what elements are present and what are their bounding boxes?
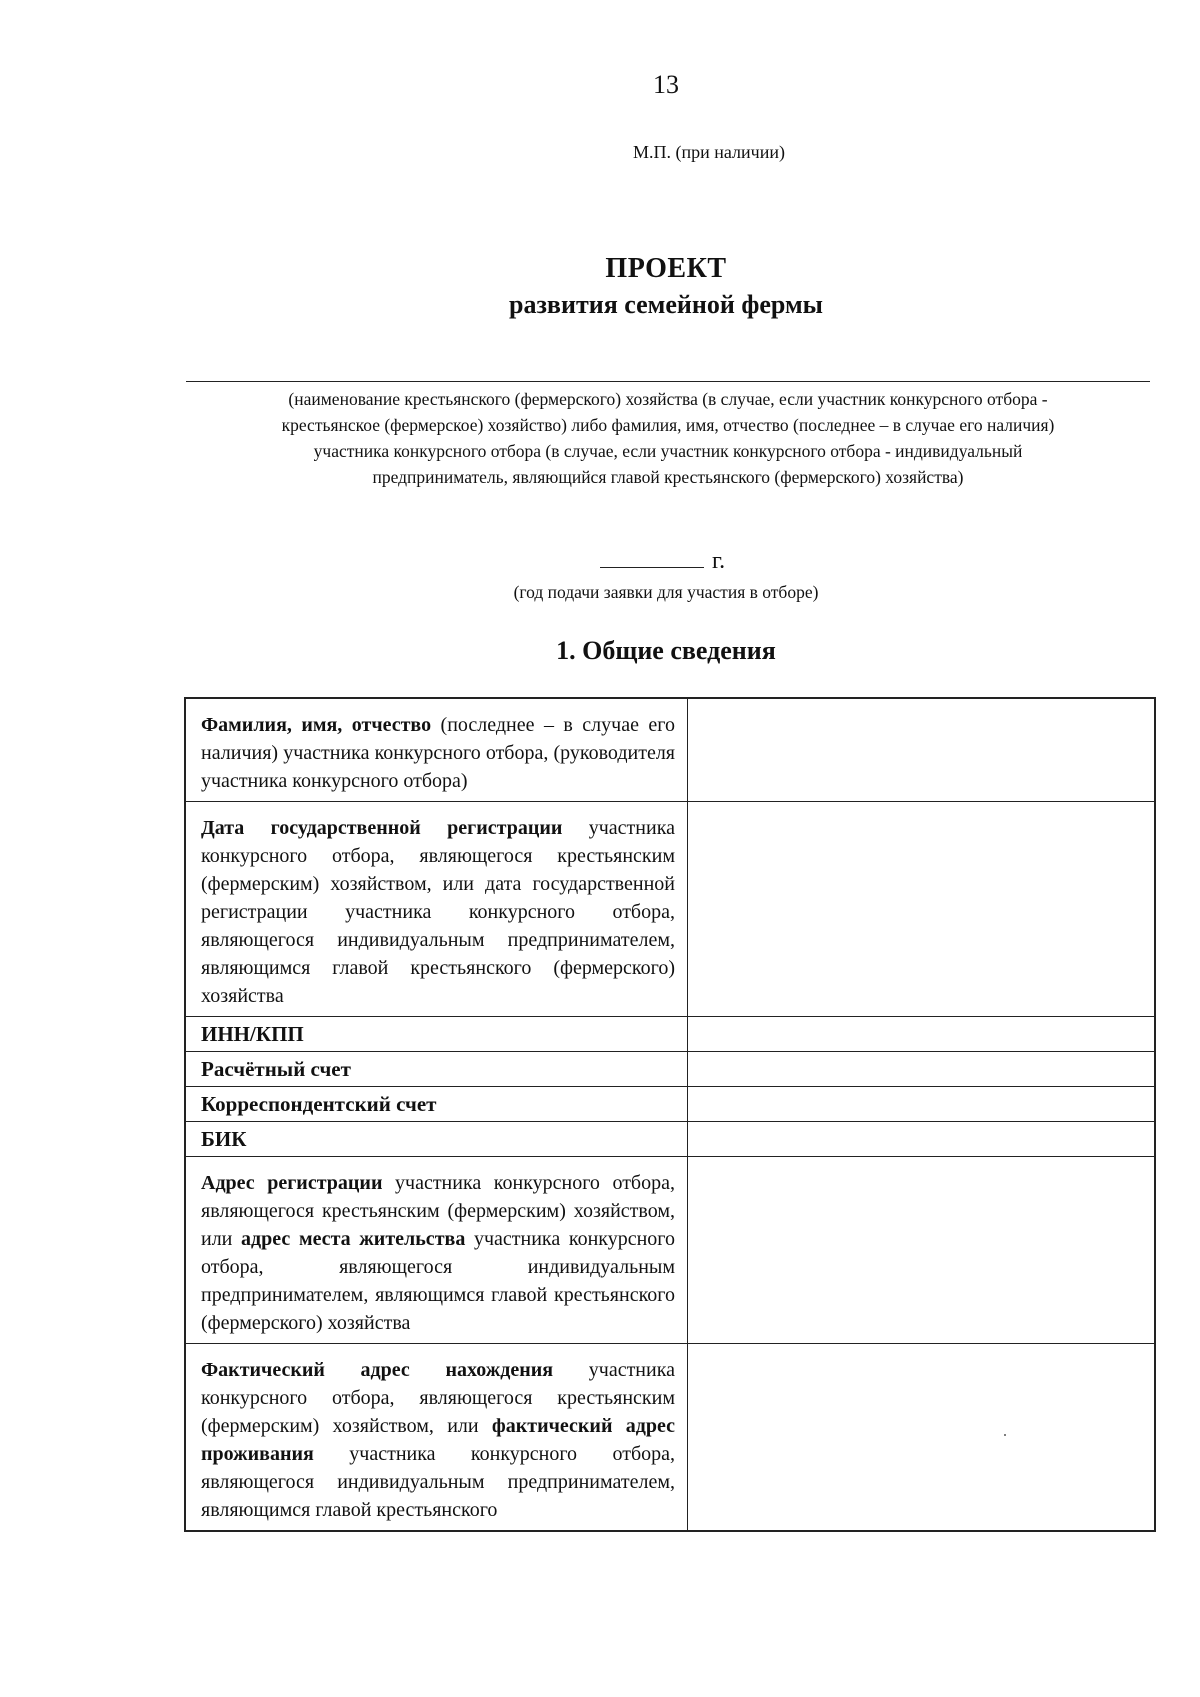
label-text: (последнее – в случае его наличия) участника конкурсного отбора, (руководителя участника конкурсного отбора): [201, 714, 675, 792]
table-row: [186, 699, 1154, 801]
document-title: ПРОЕКТ: [605, 253, 727, 284]
name-caption: [186, 386, 1150, 490]
name-blank-line[interactable]: [186, 381, 1150, 382]
table-row: [186, 1086, 1154, 1121]
table-row: [186, 801, 1154, 1016]
label-text: участника конкурсного отбора, являющегося крестьянским (фермерским) хозяйством, или: [201, 1359, 676, 1437]
general-info-table: [184, 697, 1156, 1532]
value-cell-settlement-account[interactable]: [688, 1052, 1154, 1086]
value-cell-inn-kpp[interactable]: [688, 1017, 1154, 1051]
page-number: 13: [653, 70, 679, 99]
document-subtitle: развития семейной фермы: [509, 290, 823, 319]
row-label-correspondent-account: Корреспондентский счет: [186, 1087, 688, 1121]
row-label-registration-date: [186, 802, 688, 1016]
name-caption-line: предприниматель, являющийся главой крестьянского (фермерского) хозяйства): [372, 467, 964, 487]
label-text: участника конкурсного отбора, являющегося крестьянским (фермерским) хозяйством, или: [201, 1172, 675, 1250]
row-label-actual-address: [186, 1344, 688, 1530]
label-text: участника конкурсного отбора, являющегося индивидуальным предпринимателем, являющимся главой крестьянского: [201, 1443, 675, 1521]
row-label-inn-kpp: ИНН/КПП: [186, 1017, 688, 1051]
label-bold: Фамилия, имя, отчество: [201, 714, 432, 736]
name-caption-line: (наименование крестьянского (фермерского) хозяйства (в случае, если участник конкурсного отбора -: [288, 389, 1048, 409]
value-cell-correspondent-account[interactable]: [688, 1087, 1154, 1121]
value-cell-actual-address[interactable]: [688, 1344, 1154, 1530]
row-label-bik: БИК: [186, 1122, 688, 1156]
year-blank[interactable]: [600, 567, 704, 568]
year-caption: (год подачи заявки для участия в отборе): [513, 582, 819, 602]
value-cell-registration-date[interactable]: [688, 802, 1154, 1016]
row-label-registration-address: [186, 1157, 688, 1343]
label-text: участника конкурсного отбора, являющегося индивидуальным предпринимателем, являющимся главой крестьянского (фермерского) хозяйства: [201, 1228, 675, 1334]
table-row: [186, 1121, 1154, 1156]
value-cell-full-name[interactable]: [688, 699, 1154, 801]
year-row: [600, 548, 725, 575]
table-row: [186, 1051, 1154, 1086]
year-suffix: г.: [712, 548, 726, 574]
row-label-settlement-account: Расчётный счет: [186, 1052, 688, 1086]
table-row: [186, 1156, 1154, 1343]
label-bold: Адрес регистрации: [201, 1172, 383, 1194]
label-bold: фактический адрес проживания: [201, 1415, 676, 1465]
scan-speck: [1004, 1434, 1006, 1436]
label-bold: Фактический адрес нахождения: [201, 1359, 554, 1381]
label-text: участника конкурсного отбора, являющегося крестьянским (фермерским) хозяйством, или дата государственной регистрации участника конкурсного отбора, являющегося индивидуальным предпринимателем, являющимся главой крестьянского (фермерского) хозяйства: [201, 817, 675, 1007]
section-heading: 1. Общие сведения: [556, 636, 776, 665]
label-bold: Дата государственной регистрации: [201, 817, 563, 839]
table-row: [186, 1343, 1154, 1530]
seal-note: М.П. (при наличии): [633, 142, 785, 162]
name-caption-line: крестьянское (фермерское) хозяйство) либо фамилия, имя, отчество (последнее – в случае его наличия): [281, 415, 1055, 435]
table-row: [186, 1016, 1154, 1051]
name-caption-line: участника конкурсного отбора (в случае, если участник конкурсного отбора - индивидуальный: [313, 441, 1023, 461]
row-label-full-name: [186, 699, 688, 801]
label-bold: адрес места жительства: [241, 1228, 466, 1250]
value-cell-bik[interactable]: [688, 1122, 1154, 1156]
value-cell-registration-address[interactable]: [688, 1157, 1154, 1343]
